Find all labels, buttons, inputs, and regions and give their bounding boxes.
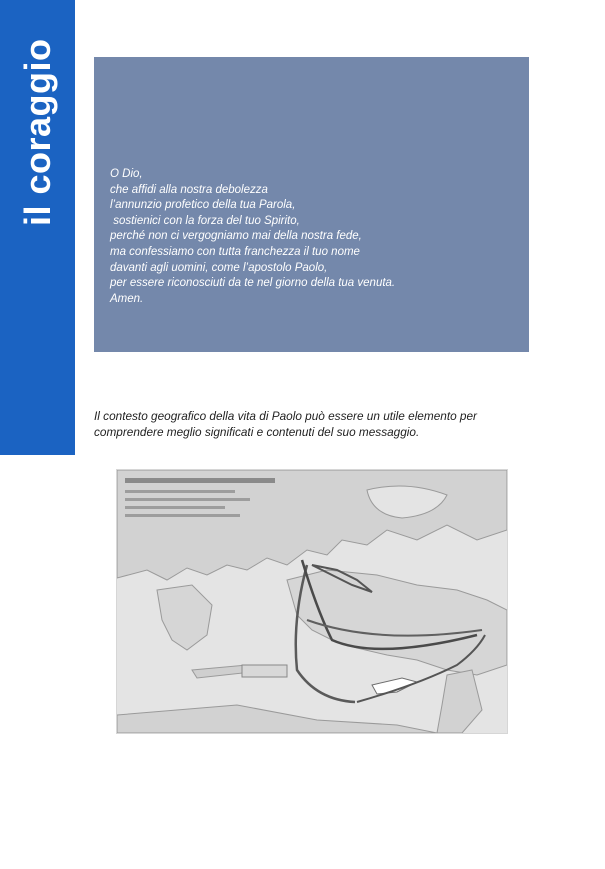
prayer-box	[94, 57, 529, 352]
prayer-line: sostienici con la forza del tuo Spirito,	[110, 214, 300, 227]
section-title: il coraggio	[17, 38, 58, 226]
side-band	[0, 0, 75, 455]
prayer-line: che affidi alla nostra debolezza	[110, 183, 268, 196]
map-drawing	[117, 470, 507, 733]
prayer-line: ma confessiamo con tutta franchezza il tuo nome	[110, 245, 360, 258]
map-illustration	[116, 469, 508, 734]
map-caption: Il contesto geografico della vita di Paolo può essere un utile elemento per comprendere meglio significati e contenuti del suo messaggio.	[94, 409, 477, 439]
prayer-line: Amen.	[110, 292, 144, 305]
prayer-line: davanti agli uomini, come l’apostolo Paolo,	[110, 261, 328, 274]
prayer-line: O Dio,	[110, 168, 143, 180]
prayer-line: l’annunzio profetico della tua Parola,	[110, 199, 296, 212]
prayer-line: perché non ci vergogniamo mai della nostra fede,	[110, 230, 362, 243]
prayer-line: per essere riconosciuti da te nel giorno della tua venuta.	[110, 277, 396, 290]
